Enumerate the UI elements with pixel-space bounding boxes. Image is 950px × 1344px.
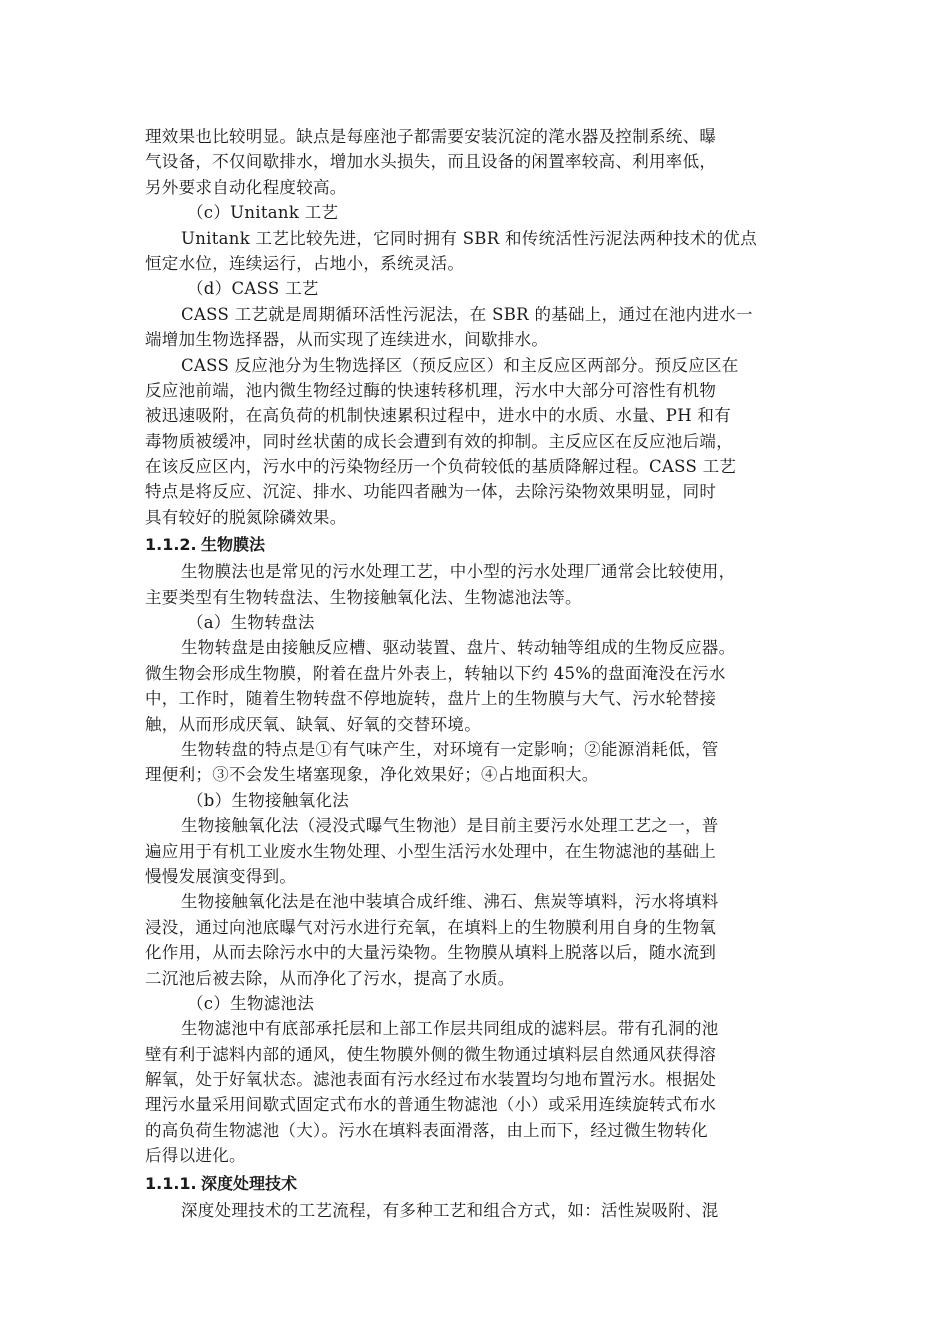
text-line: 恒定水位，连续运行，占地小，系统灵活。 <box>145 253 465 273</box>
text-line: CASS 反应池分为生物选择区（预反应区）和主反应区两部分。预反应区在 <box>181 355 739 375</box>
text-line: 毒物质被缓冲，同时丝状菌的成长会遭到有效的抑制。主反应区在反应池后端， <box>145 431 733 451</box>
text-line: 生物转盘的特点是①有气味产生，对环境有一定影响；②能源消耗低，管 <box>181 739 719 759</box>
text-line: 另外要求自动化程度较高。 <box>145 177 347 197</box>
text-line: CASS 工艺就是周期循环活性污泥法，在 SBR 的基础上，通过在池内进水一 <box>181 304 753 324</box>
text-line: （a）生物转盘法 <box>187 613 315 633</box>
section-heading <box>145 530 825 559</box>
text-line: 理效果也比较明显。缺点是每座池子都需要安装沉淀的滗水器及控制系统、曝 <box>145 127 717 146</box>
text-line: 理污水量采用间歇式固定式布水的普通生物滤池（小）或采用连续旋转式布水 <box>145 1095 717 1115</box>
text-line: 遍应用于有机工业废水生物处理、小型生活污水处理中，在生物滤池的基础上 <box>145 841 717 861</box>
text-line: 生物转盘是由接触反应槽、驱动装置、盘片、转动轴等组成的生物反应器。 <box>181 638 736 658</box>
text-line: 特点是将反应、沉淀、排水、功能四者融为一体，去除污染物效果明显，同时 <box>145 482 717 502</box>
text-line: 端增加生物选择器，从而实现了连续进水，间歇排水。 <box>145 330 549 350</box>
text-line: 浸没，通过向池底曝气对污水进行充氧，在填料上的生物膜利用自身的生物氧 <box>145 917 717 937</box>
text-line: 二沉池后被去除，从而净化了污水，提高了水质。 <box>145 968 515 988</box>
text-line: 生物接触氧化法是在池中装填合成纤维、沸石、焦炭等填料，污水将填料 <box>181 892 719 912</box>
text-line: 触，从而形成厌氧、缺氧、好氧的交替环境。 <box>145 714 481 734</box>
text-line: 反应池前端，池内微生物经过酶的快速转移机理，污水中大部分可溶性有机物 <box>145 380 717 400</box>
text-line: 化作用，从而去除污水中的大量污染物。生物膜从填料上脱落以后，随水流到 <box>145 943 717 963</box>
section-number: 1.1.1. <box>145 1173 197 1193</box>
section-number: 1.1.2. <box>145 535 197 555</box>
text-line: 深度处理技术的工艺流程，有多种工艺和组合方式，如：活性炭吸附、混 <box>181 1200 719 1220</box>
text-line: 生物滤池中有底部承托层和上部工作层共同组成的滤料层。带有孔洞的池 <box>181 1019 719 1039</box>
text-line: 理便利；③不会发生堵塞现象，净化效果好；④占地面积大。 <box>145 765 599 785</box>
text-line: 生物膜法也是常见的污水处理工艺，中小型的污水处理厂通常会比较使用， <box>181 562 736 582</box>
section-title: 生物膜法 <box>201 535 266 555</box>
text-line: 主要类型有生物转盘法、生物接触氧化法、生物滤池法等。 <box>145 587 582 607</box>
text-line: 微生物会形成生物膜，附着在盘片外表上，转轴以下约 45%的盘面淹没在污水 <box>145 663 726 683</box>
text-line: 后得以进化。 <box>145 1146 246 1166</box>
text-line: 壁有利于滤料内部的通风，使生物膜外侧的微生物通过填料层自然通风获得溶 <box>145 1044 717 1064</box>
document-body <box>145 124 825 1223</box>
text-line: 生物接触氧化法（浸没式曝气生物池）是目前主要污水处理工艺之一，普 <box>181 816 719 836</box>
text-line: 气设备，不仅间歇排水，增加水头损失，而且设备的闲置率较高、利用率低， <box>145 152 717 172</box>
text-line: 被迅速吸附，在高负荷的机制快速累积过程中，进水中的水质、水量、PH 和有 <box>145 406 732 426</box>
text-line: （d）CASS 工艺 <box>187 279 319 299</box>
text-line: 解氧，处于好氧状态。滤池表面有污水经过布水装置均匀地布置污水。根据处 <box>145 1070 717 1090</box>
section-heading <box>145 1169 825 1198</box>
text-line: Unitank 工艺比较先进，它同时拥有 SBR 和传统活性污泥法两种技术的优点 <box>181 228 757 248</box>
section-title: 深度处理技术 <box>201 1173 298 1193</box>
text-line: （c）生物滤池法 <box>187 993 315 1013</box>
text-line: 在该反应区内，污水中的污染物经历一个负荷较低的基质降解过程。CASS 工艺 <box>145 457 737 477</box>
text-line: （b）生物接触氧化法 <box>187 790 350 810</box>
text-line: 中，工作时，随着生物转盘不停地旋转，盘片上的生物膜与大气、污水轮替接 <box>145 689 717 709</box>
text-line: 具有较好的脱氮除磷效果。 <box>145 507 347 527</box>
text-line: 慢慢发展演变得到。 <box>145 866 297 886</box>
text-line: 的高负荷生物滤池（大）。污水在填料表面滑落，由上而下，经过微生物转化 <box>145 1120 708 1140</box>
text-line: （c）Unitank 工艺 <box>187 203 339 223</box>
